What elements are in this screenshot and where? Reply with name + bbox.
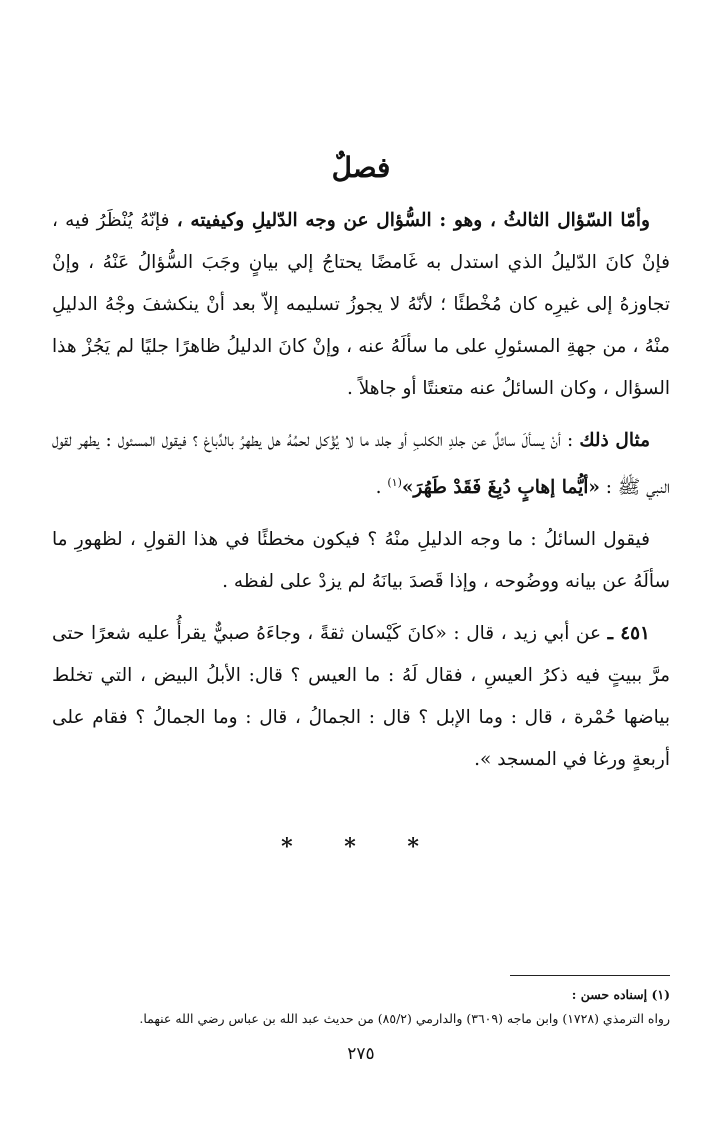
paragraph-response [52, 519, 670, 603]
footnote-marker: (١) [387, 476, 402, 489]
narration-number: ٤٥١ ـ [607, 623, 650, 645]
paragraph-narration [52, 613, 670, 781]
paragraph-text: : أنْ يسألَ سائلٌ عن جلدِ الكلبِ أو جلد ما لا يُؤْكل لحمُهُ هل يطهرُ بالدِّباغ ؟ فيقول المسئول : يطهر لقول النبي ﷺ : [52, 430, 670, 499]
hadith-quote: «أيُّما إهابٍ دُبِغَ فَقَدْ طَهُرَ» [401, 477, 600, 499]
main-text [52, 200, 670, 781]
paragraph-end: . [375, 477, 388, 499]
footnote-label: (١) إسناده حسن : [571, 987, 670, 1002]
footnote-rule [510, 975, 670, 976]
chapter-heading: فصلٌ [331, 151, 391, 184]
paragraph-lead: وأمّا السّؤال الثالثُ ، وهو : السُّؤال عن وجه الدّليلِ وكيفيته ، [176, 210, 650, 231]
section-separator: * * * [281, 834, 441, 860]
page-number: ٢٧٥ [347, 1044, 375, 1064]
footnote-text: رواه الترمذي (١٧٢٨) وابن ماجه (٣٦٠٩) والدارمي (٨٥/٢) من حديث عبد الله بن عباس رضي الله عنهما. [139, 1011, 670, 1026]
paragraph-text: فيقول السائلُ : ما وجه الدليلِ منْهُ ؟ فيكون مخطئًا في هذا القولِ ، لظهورِ ما سألَهُ عن بيانه ووضُوحه ، وإذا قَصدَ بيانَهُ لم يزدْ على لفظه . [52, 529, 670, 593]
paragraph-lead: مثال ذلك [579, 430, 650, 451]
paragraph-text: عن أبي زيد ، قال : «كانَ كَيْسان ثقةً ، وجاءَهُ صبيٌّ يقرأُ عليه شعرًا حتى مرَّ ببيتٍ فيه ذكرُ العيسِ ، فقال لَهُ : ما العيس ؟ قال: الأبلُ البيض ، التي تخلط بياضها حُمْرة ، قال : وما الإبل ؟ قال : الجمالُ ، قال : وما الجمالُ ؟ فقام على أربعةٍ ورغا في المسجد ». [52, 623, 670, 771]
paragraph-text: فإنّهُ يُنْظَرُ فيه ، فإنْ كانَ الدّليلُ الذي استدل به غَامضًا يحتاجُ إلي بيانٍ وجَبَ السُّؤالُ عَنْهُ ، وإنْ تجاوزهُ إلى غيرِه كان مُخْطئًا ؛ لأنّهُ لا يجوزُ تسليمه إلاّ بعد أنْ ينكشفَ وجْهُ الدليلِ منْهُ ، من جهةِ المسئولِ على ما سألَهُ عنه ، وإنْ كانَ الدليلُ ظاهرًا جليًا لم يَجُزْ هذا السؤال ، وكان السائلُ عنه متعنتًا أو جاهلاً . [52, 210, 670, 399]
paragraph-example [52, 420, 670, 509]
paragraph-third-question [52, 200, 670, 410]
